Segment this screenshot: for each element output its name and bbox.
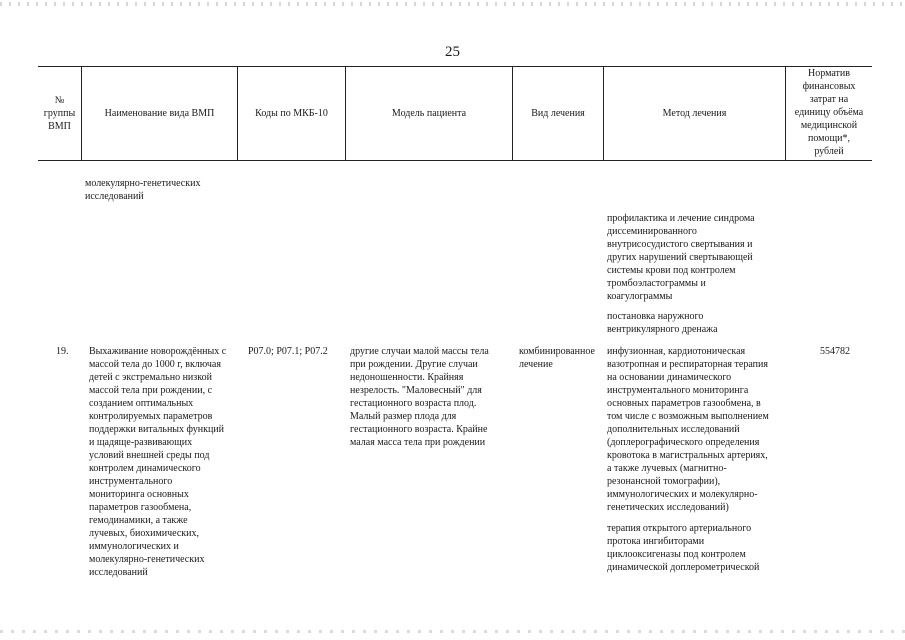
row-method-1: инфузионная, кардиотоническая вазотропная и респираторная терапия на основании динамического инструментального мониторинга основных параметров газообмена, в том числе с возможным выполнением дополнительных исследований (доплерографического определения кровотока в магистральных артериях, а также лучевых (магнитно- резонансной томографии), иммунологических и молекулярно- генетических исследований)	[607, 346, 769, 513]
continuation-method-1: профилактика и лечение синдрома диссеминированного внутрисосудистого свертывания и других нарушений свертывающей системы крови под контролем тромбоэластограммы и коагулограммы	[607, 213, 755, 302]
header-patient-model: Модель пациента	[391, 108, 467, 119]
header-treatment-method: Метод лечения	[662, 108, 727, 119]
row-number: 19.	[56, 346, 69, 357]
header-financial-norm: Норматив финансовых затрат на единицу объёма медицинской помощи*, рублей	[794, 67, 864, 157]
row-treatment-type: комбинированное лечение	[519, 346, 595, 370]
header-treatment-type: Вид лечения	[531, 108, 585, 119]
header-bottom-border	[38, 160, 872, 161]
header-vmp-name: Наименование вида ВМП	[104, 108, 215, 119]
page-number: 25	[445, 44, 460, 60]
scan-artifact-top	[0, 2, 905, 6]
row-vmp-name: Выхаживание новорождённых с массой тела до 1000 г, включая детей с экстремально низкой массой тела при рождении, с созданием оптимальных контролируемых параметров поддержки витальных функций и щадяще-развивающих условий внешней среды под контролем динамического инструментального мониторинга основных параметров газообмена, гемодинамики, а также лучевых, биохимических, иммунологических и молекулярно-генетических исследований	[89, 346, 227, 578]
row-financial-norm: 554782	[820, 346, 850, 357]
continuation-method-2: постановка наружного вентрикулярного дренажа	[607, 311, 718, 335]
row-patient-model: другие случаи малой массы тела при рождении. Другие случаи недоношенности. Крайняя незрелость. "Маловесный" для гестационного возраста плод. Малый размер плода для гестационного возраста. Крайне малая масса тела при рождении	[350, 346, 489, 448]
header-icd-codes: Коды по МКБ-10	[255, 108, 328, 119]
continuation-vmp-name: молекулярно-генетических исследований	[85, 178, 201, 202]
row-method-2: терапия открытого артериального протока ингибиторами циклооксигеназы под контролем динамической доплерометрической	[607, 523, 760, 573]
scan-artifact-bottom	[0, 630, 905, 633]
header-group-number: № группы ВМП	[43, 95, 76, 132]
row-icd-codes: P07.0; P07.1; P07.2	[248, 346, 328, 357]
